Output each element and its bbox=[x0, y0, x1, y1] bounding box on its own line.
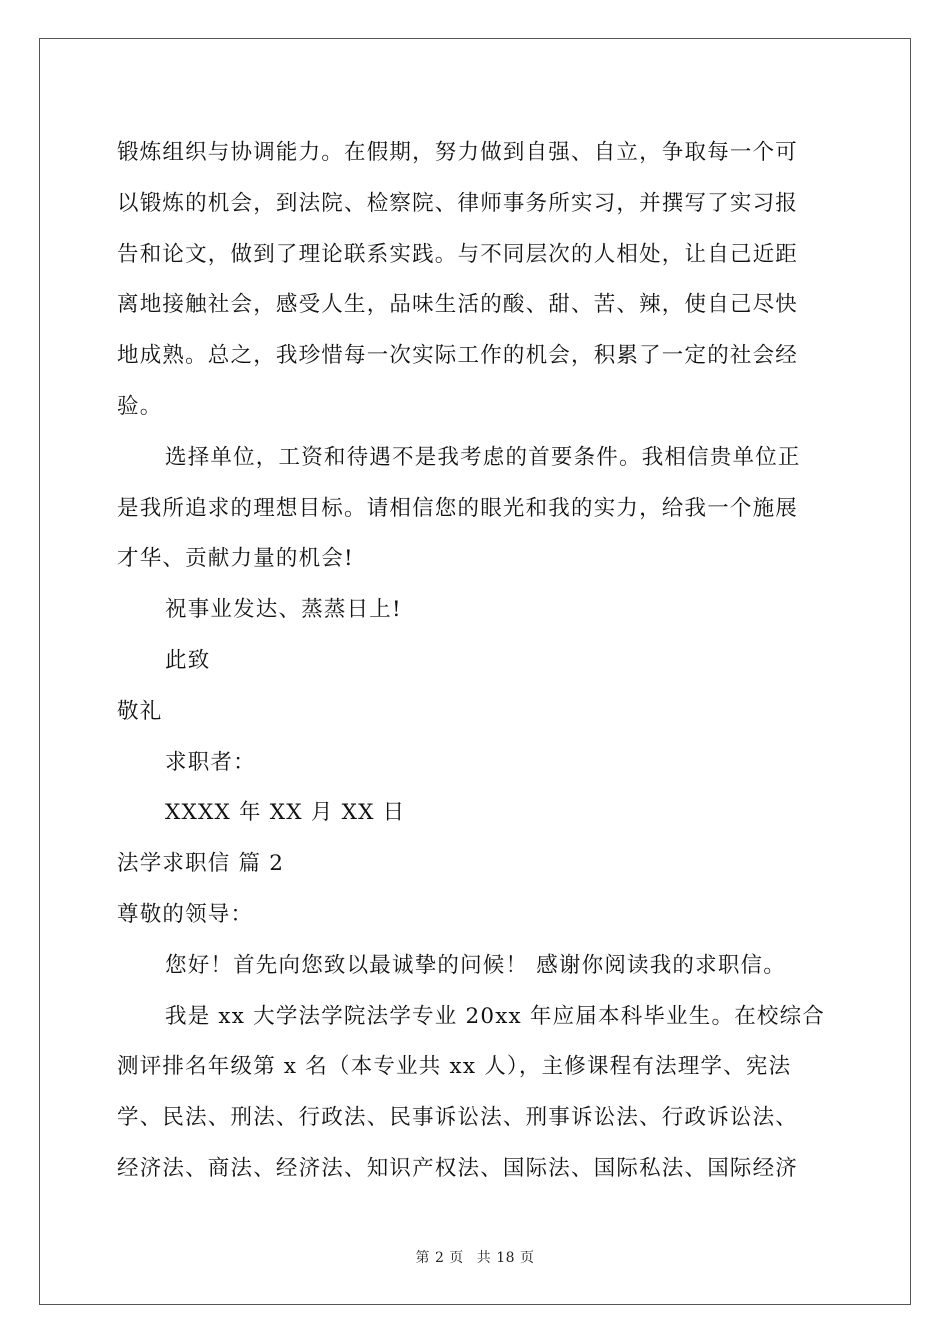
text-line: XXXX 年 XX 月 XX 日 bbox=[165, 800, 406, 826]
text-line: 以锻炼的机会，到法院、检察院、律师事务所实习，并撰写了实习报 bbox=[117, 190, 799, 216]
text-line: 敬礼 bbox=[117, 698, 163, 724]
text-line: 是我所追求的理想目标。请相信您的眼光和我的实力，给我一个施展 bbox=[117, 495, 799, 521]
current-page-number: 第 2 页 bbox=[415, 1250, 464, 1266]
text-line: 我是 xx 大学法学院法学专业 20xx 年应届本科毕业生。在校综合 bbox=[165, 1003, 825, 1029]
text-line: 尊敬的领导： bbox=[117, 901, 254, 927]
text-line: 锻炼组织与协调能力。在假期，努力做到自强、自立，争取每一个可 bbox=[117, 140, 799, 165]
text-line: 选择单位，工资和待遇不是我考虑的首要条件。我相信贵单位正 bbox=[165, 444, 801, 470]
text-line: 才华、贡献力量的机会! bbox=[117, 546, 354, 572]
text-line: 此致 bbox=[165, 647, 211, 673]
text-line: 地成熟。总之，我珍惜每一次实际工作的机会，积累了一定的社会经 bbox=[117, 343, 799, 369]
text-line: 告和论文，做到了理论联系实践。与不同层次的人相处，让自己近距 bbox=[117, 241, 799, 267]
document-body bbox=[117, 128, 837, 1195]
text-line: 您好！首先向您致以最诚挚的问候！ 感谢你阅读我的求职信。 bbox=[165, 952, 786, 978]
text-line: 经济法、商法、经济法、知识产权法、国际法、国际私法、国际经济 bbox=[117, 1155, 799, 1181]
page-footer bbox=[0, 1247, 950, 1267]
text-line: 求职者： bbox=[165, 749, 256, 775]
text-line: 学、民法、刑法、行政法、民事诉讼法、刑事诉讼法、行政诉讼法、 bbox=[117, 1105, 799, 1131]
text-line: 祝事业发达、蒸蒸日上! bbox=[165, 597, 402, 623]
text-line: 验。 bbox=[117, 393, 163, 419]
text-line: 法学求职信 篇 2 bbox=[117, 851, 285, 877]
text-line: 测评排名年级第 x 名（本专业共 xx 人），主修课程有法理学、宪法 bbox=[117, 1054, 792, 1080]
total-page-count: 共 18 页 bbox=[476, 1250, 535, 1266]
text-line: 离地接触社会，感受人生，品味生活的酸、甜、苦、辣，使自己尽快 bbox=[117, 292, 799, 318]
